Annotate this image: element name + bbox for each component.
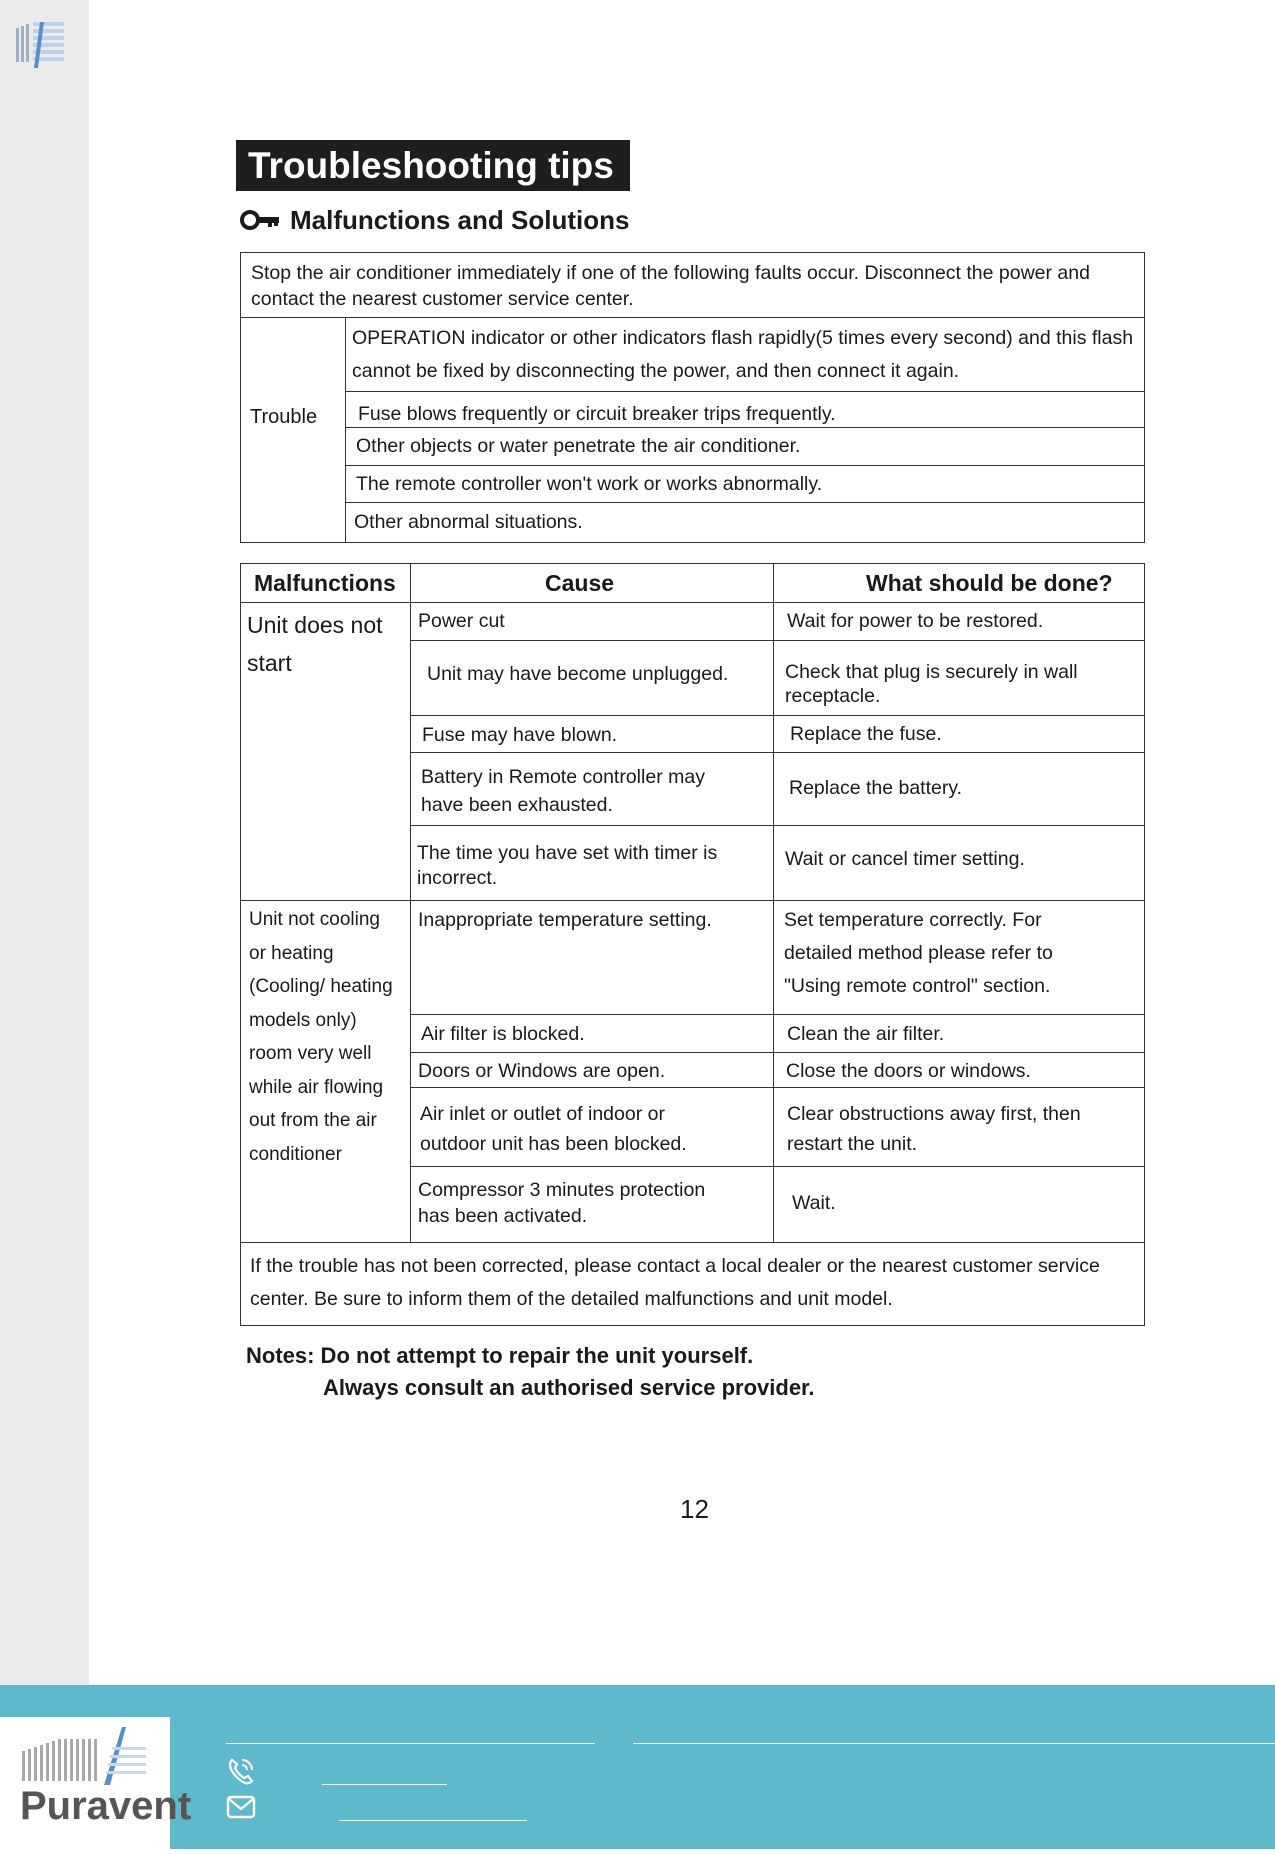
grid-divider [410,564,411,1242]
cause-cell: Inappropriate temperature setting. [418,909,712,931]
grid-divider [410,640,1144,641]
trouble-item: Other abnormal situations. [354,511,583,533]
left-sidebar [0,0,89,1685]
grid-divider [410,1014,1144,1015]
footer-divider [322,1784,447,1785]
footer-divider [226,1743,595,1744]
action-cell: Replace the fuse. [790,723,942,745]
footer-logo [0,1717,192,1849]
grid-divider [773,564,774,1242]
grid-divider [241,602,1144,603]
trouble-item: Fuse blows frequently or circuit breaker trips frequently. [346,392,1144,428]
footer-divider [339,1820,527,1821]
action-cell: Wait. [792,1192,836,1214]
key-icon [240,210,280,230]
cause-cell: Battery in Remote controller may have been exhausted. [421,766,705,816]
cause-cell: Doors or Windows are open. [418,1060,666,1082]
action-cell: Wait or cancel timer setting. [785,848,1025,870]
trouble-item: Other objects or water penetrate the air conditioner. [346,428,1144,466]
section-heading [240,202,629,238]
footer-band [0,1685,1275,1849]
action-cell: Set temperature correctly. For detailed method please refer to "Using remote control" section. [784,909,1053,997]
svg-text:Puravent: Puravent [20,1784,192,1828]
grid-divider [410,825,1144,826]
cause-cell: Compressor 3 minutes protection has been activated. [418,1179,706,1227]
grid-divider [410,1052,1144,1053]
footer-divider [633,1743,1275,1744]
cause-cell: Power cut [418,610,505,632]
grid-divider [410,1087,1144,1088]
puravent-logo [0,1717,192,1849]
cause-cell: Air inlet or outlet of indoor or outdoor unit has been blocked. [420,1103,687,1155]
puravent-stripes-logo [16,22,64,68]
cause-cell: Unit may have become unplugged. [427,663,729,685]
malfunction-not-cooling: Unit not cooling or heating (Cooling/ heating models only) room very well while air flowing out from the air conditioner [249,909,393,1165]
trouble-label: Trouble [250,406,318,428]
grid-divider [241,1242,1144,1243]
malfunction-unit-not-start: Unit does not start [247,612,383,676]
page-number: 12 [680,1494,709,1524]
trouble-label-cell [241,318,346,542]
section-subtitle: Malfunctions and Solutions [290,204,630,235]
action-cell: Clear obstructions away first, then restart the unit. [787,1103,1081,1155]
action-cell: Wait for power to be restored. [787,610,1044,632]
action-cell: Close the doors or windows. [786,1060,1031,1082]
action-cell: Replace the battery. [789,777,963,799]
action-cell: Clean the air filter. [787,1023,945,1045]
header-action: What should be done? [866,569,1113,596]
table-footnote: If the trouble has not been corrected, please contact a local dealer or the nearest customer service center. Be sure to inform them of the detailed malfunctions and unit model. [250,1255,1100,1310]
mail-icon[interactable] [226,1795,256,1819]
grid-divider [410,715,1144,716]
grid-divider [410,752,1144,753]
notes-line-1: Notes: Do not attempt to repair the unit yourself. [246,1343,754,1368]
header-cause: Cause [545,569,615,596]
trouble-item: The remote controller won't work or works abnormally. [346,466,1144,503]
grid-divider [410,1166,1144,1167]
phone-icon[interactable] [226,1756,256,1786]
notes [246,1340,815,1404]
notes-line-2: Always consult an authorised service provider. [323,1375,815,1400]
page-title: Troubleshooting tips [236,140,630,191]
cause-cell: Air filter is blocked. [421,1023,585,1045]
header-malfunctions: Malfunctions [254,569,396,596]
action-cell: Check that plug is securely in wall receptacle. [785,661,1078,707]
trouble-item: OPERATION indicator or other indicators flash rapidly(5 times every second) and this flash cannot be fixed by disconnecting the power, and then connect it again. [346,318,1144,392]
grid-divider [241,900,1144,901]
malfunction-table [240,563,1145,1326]
trouble-intro: Stop the air conditioner immediately if one of the following faults occur. Disconnect the power and contact the nearest customer service center. [241,253,1144,318]
trouble-table [240,252,1145,543]
cause-cell: The time you have set with timer is incorrect. [417,842,718,889]
cause-cell: Fuse may have blown. [422,724,618,746]
